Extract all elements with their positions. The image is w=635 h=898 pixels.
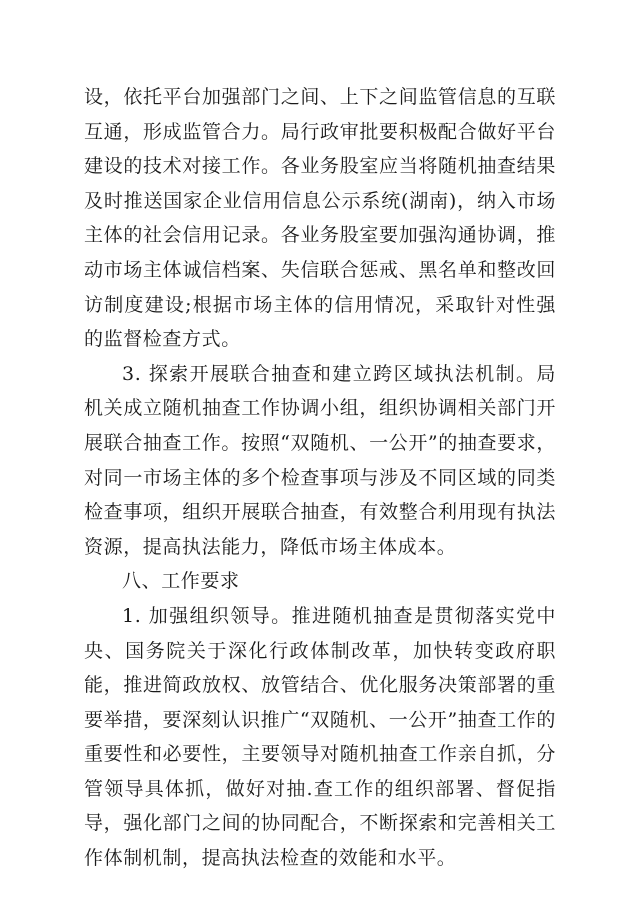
document-body — [84, 80, 556, 876]
paragraph-continued: 设，依托平台加强部门之间、上下之间监管信息的互联互通，形成监管合力。局行政审批要积极配合做好平台建设的技术对接工作。各业务股室应当将随机抽查结果及时推送国家企业信用信息公示系统(湖南)，纳入市场主体的社会信用记录。各业务股室要加强沟通协调，推动市场主体诚信档案、失信联合惩戒、黑名单和整改回访制度建设;根据市场主体的信用情况，采取针对性强的监督检查方式。 — [84, 86, 556, 351]
section-heading: 八、工作要求 — [122, 570, 240, 593]
paragraph-item-3: 3. 探索开展联合抽查和建立跨区域执法机制。局机关成立随机抽查工作协调小组，组织协调相关部门开展联合抽查工作。按照“双随机、一公开”的抽查要求，对同一市场主体的多个检查事项与涉及不同区域的同类检查事项，组织开展联合抽查，有效整合利用现有执法资源，提高执法能力，降低市场主体成本。 — [84, 362, 556, 558]
paragraph-item-1: 1. 加强组织领导。推进随机抽查是贯彻落实党中央、国务院关于深化行政体制改革，加快转变政府职能，推进简政放权、放管结合、优化服务决策部署的重要举措，要深刻认识推广“双随机、一公开”抽查工作的重要性和必要性，主要领导对随机抽查工作亲自抓，分管领导具体抓，做好对抽.查工作的组织部署、督促指导，强化部门之间的协同配合，不断探索和完善相关工作体制机制，提高执法检查的效能和水平。 — [84, 604, 556, 870]
